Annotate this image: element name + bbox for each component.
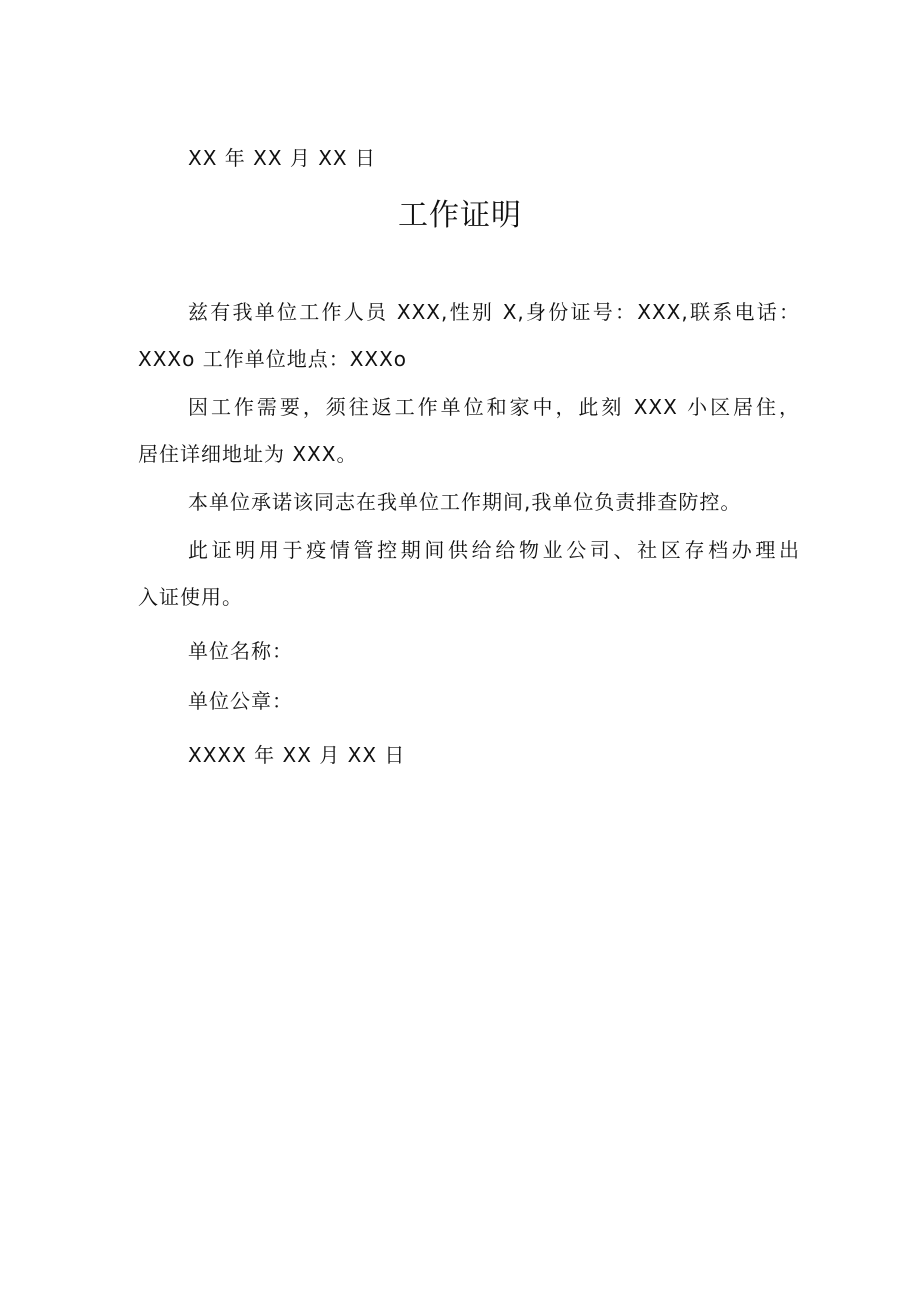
unit-name-label: 单位名称：	[188, 639, 293, 663]
paragraph-1-line-1: 兹有我单位工作人员 XXX,性别 X,身份证号：XXX,联系电话：	[188, 300, 800, 324]
paragraph-4-line-1: 此证明用于疫情管控期间供给给物业公司、社区存档办理出	[188, 538, 800, 562]
header-date: XX 年 XX 月 XX 日	[188, 146, 376, 170]
paragraph-3: 本单位承诺该同志在我单位工作期间,我单位负责排查防控。	[188, 490, 742, 514]
paragraph-2-line-2: 居住详细地址为 XXX。	[138, 442, 358, 466]
paragraph-2-line-1: 因工作需要，须往返工作单位和家中，此刻 XXX 小区居住，	[188, 395, 800, 419]
paragraph-1-line-2: XXXo 工作单位地点：XXXo	[138, 347, 408, 371]
document-title: 工作证明	[398, 198, 522, 233]
unit-seal-label: 单位公章：	[188, 689, 293, 713]
paragraph-4-line-2: 入证使用。	[138, 585, 243, 609]
footer-date: XXXX 年 XX 月 XX 日	[188, 743, 406, 767]
